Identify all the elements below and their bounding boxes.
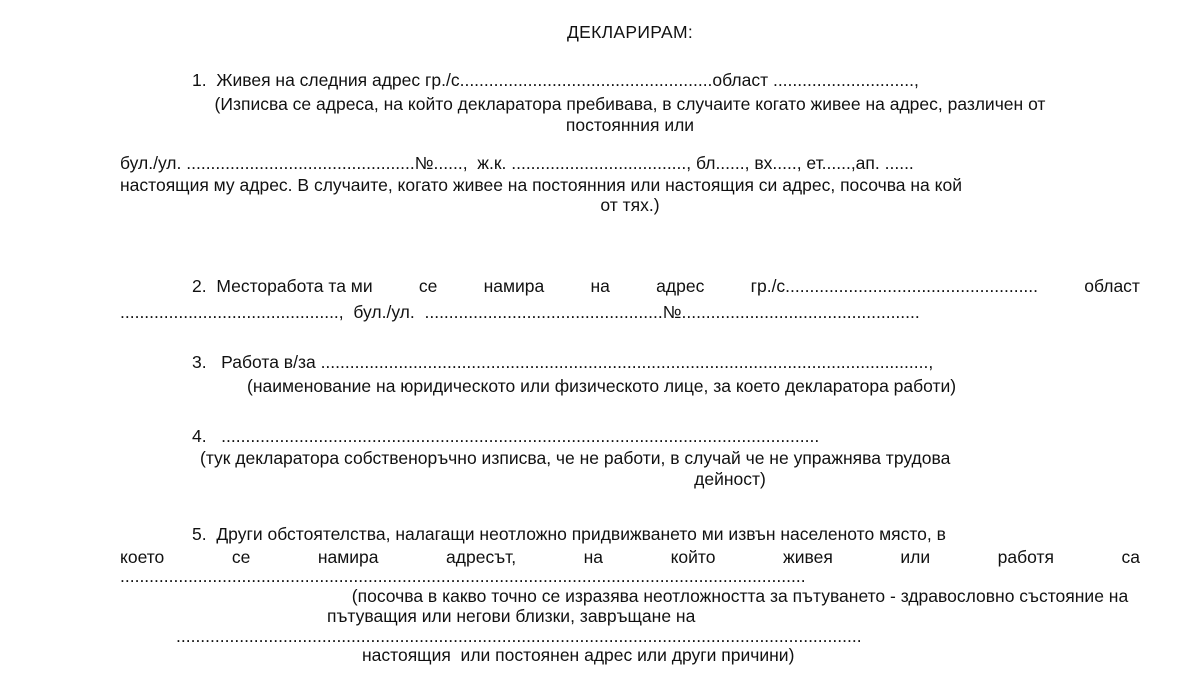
item3-employer-line: 3. Работа в/за .............................................................................................................................,	[192, 352, 934, 372]
item2-word: намира	[483, 276, 545, 296]
item5-word: адресът,	[446, 547, 517, 567]
item1-note-line4: от тях.)	[600, 195, 660, 215]
declaration-title: ДЕКЛАРИРАМ:	[566, 22, 694, 42]
item2-word: се	[418, 276, 438, 296]
item5-word: са	[1121, 547, 1140, 567]
item2-word: на	[590, 276, 610, 296]
item5-word: който	[670, 547, 716, 567]
item5-word: или	[900, 547, 931, 567]
item1-note-line3: настоящия му адрес. В случаите, когато живее на постоянния или настоящия си адрес, посочва на кой	[120, 175, 963, 195]
item1-note-line2: постоянния или	[565, 115, 695, 135]
item1-address-line: 1. Живея на следния адрес гр./с....................................................област .............................,	[192, 70, 919, 90]
item1-street-line: бул./ул. ...............................................№......, ж.к. ...................................., бл......, вх....., ет......,ап. ......	[120, 153, 914, 173]
item2-word: гр./с....................................................	[750, 276, 1039, 296]
item5-word: което	[120, 547, 165, 567]
item1-note-line1: (Изписва се адреса, на който декларатора пребивава, в случаите когато живее на адрес, различен от	[214, 94, 1046, 114]
item5-note-line1: (посочва в какво точно се изразява неотложността за пътуването - здравословно състояние на	[351, 586, 1129, 606]
item5-word: се	[231, 547, 251, 567]
item2-word: област	[1084, 276, 1140, 296]
item2-workplace-line	[192, 276, 1140, 296]
item5-word: намира	[317, 547, 379, 567]
item4-line: 4. ...........................................................................................................................	[192, 426, 820, 446]
item5-note-line3: настоящия или постоянен адрес или други причини)	[362, 645, 795, 665]
item5-line1: 5. Други обстоятелства, налагащи неотложно придвижването ми извън населеното място, в	[192, 524, 946, 544]
item5-note-line2: пътуващия или негови близки, завръщане на	[327, 606, 696, 626]
item4-note-line1: (тук декларатора собственоръчно изписва, че не работи, в случай че не упражнява трудова	[200, 448, 951, 468]
item5-dotted-line2: .............................................................................................................................................	[176, 626, 862, 646]
item5-word: на	[583, 547, 604, 567]
item5-word: живея	[783, 547, 833, 567]
item3-note: (наименование на юридическото или физическото лице, за което декларатора работи)	[247, 376, 957, 396]
item2-street-line: ............................................., бул./ул. .................................................№.................................................	[120, 302, 920, 322]
item2-word: 2. Месторабота та ми	[192, 276, 373, 296]
item2-word: адрес	[656, 276, 705, 296]
item5-word: работя	[997, 547, 1054, 567]
item5-line2	[120, 547, 1140, 567]
item5-dotted-line1: .............................................................................................................................................	[120, 566, 806, 586]
item4-note-line2: дейност)	[694, 469, 766, 489]
